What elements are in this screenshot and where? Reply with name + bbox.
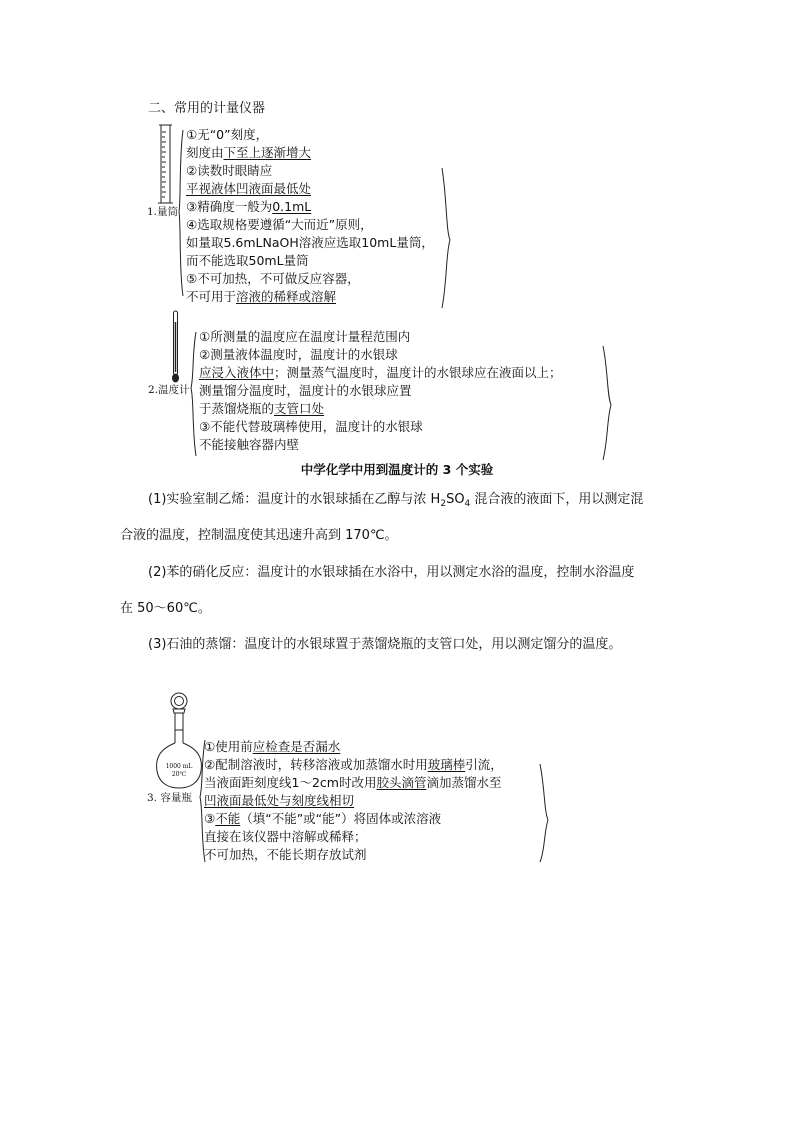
thermometer-notes: [199, 328, 562, 454]
experiment-1-line-2: 合液的温度，控制温度使其迅速升高到 170℃。: [120, 528, 398, 543]
thermometer-icon: [173, 311, 179, 382]
flask-volume-label: 1000 mL: [165, 763, 193, 770]
thermometer-note: 测量馏分温度时，温度计的水银球应置: [199, 383, 412, 398]
thermometer-note: 不能接触容器内壁: [199, 437, 300, 452]
experiment-2-line-2: 在 50～60℃。: [120, 601, 211, 616]
thermometer-note: 于蒸馏烧瓶的支管口处: [199, 401, 325, 416]
flask-temperature-label: 20℃: [171, 771, 187, 778]
cylinder-note: 不可用于溶液的稀释或溶解: [186, 289, 337, 304]
experiment-3: (3)石油的蒸馏：温度计的水银球置于蒸馏烧瓶的支管口处，用以测定馏分的温度。: [148, 637, 622, 652]
flask-notes: [204, 738, 503, 864]
flask-caption: 3. 容量瓶: [147, 792, 192, 804]
thermometer-note: 应浸入液体中；测量蒸气温度时，温度计的水银球应在液面以上；: [199, 365, 562, 380]
cylinder-note: ③精确度一般为0.1mL: [186, 199, 312, 214]
cylinder-caption: 1.量筒: [147, 206, 179, 218]
cylinder-note: 如量取5.6mLNaOH溶液应选取10mL量筒，: [186, 235, 434, 250]
thermometer-note: ②测量液体温度时，温度计的水银球: [199, 347, 398, 362]
cylinder-note: 而不能选取50mL量筒: [186, 253, 309, 268]
flask-note: 凹液面最低处与刻度线相切: [204, 793, 355, 808]
thermometer-note: ③不能代替玻璃棒使用，温度计的水银球: [199, 419, 423, 434]
thermometer-note: ①所测量的温度应在温度计量程范围内: [199, 329, 411, 344]
cylinder-notes: [186, 126, 434, 306]
flask-note: 直接在该仪器中溶解或稀释；: [204, 829, 367, 844]
cylinder-note: 刻度由下至上逐渐增大: [186, 145, 312, 160]
experiment-2-line-1: (2)苯的硝化反应：温度计的水银球插在水浴中，用以测定水浴的温度，控制水浴温度: [148, 565, 635, 580]
section-heading: 二、常用的计量仪器: [148, 101, 266, 116]
graduated-cylinder-icon: [158, 125, 173, 203]
flask-label: [158, 763, 200, 779]
flask-note: ②配制溶液时，转移溶液或加蒸馏水时用玻璃棒引流，: [204, 757, 503, 772]
experiments-title: 中学化学中用到温度计的 3 个实验: [300, 462, 494, 477]
cylinder-note: 平视液体凹液面最低处: [186, 181, 312, 196]
cylinder-note: ④选取规格要遵循“大而近”原则，: [186, 217, 373, 232]
flask-note: 当液面距刻度线1～2cm时改用胶头滴管滴加蒸馏水至: [204, 775, 502, 790]
cylinder-note: ⑤不可加热，不可做反应容器，: [186, 271, 360, 286]
cylinder-note: ①无“0”刻度，: [186, 127, 269, 142]
cylinder-note: ②读数时眼睛应: [186, 163, 273, 178]
flask-note: ③不能（填“不能”或“能”）将固体或浓溶液: [204, 811, 442, 826]
experiment-1-line-1: (1)实验室制乙烯：温度计的水银球插在乙醇与浓 $H_2SO_4$ 混合液的液面下，用以测定混: [148, 492, 644, 509]
flask-note: ①使用前应检查是否漏水: [204, 739, 341, 754]
thermometer-caption: 2.温度计: [148, 384, 190, 396]
flask-note: 不可加热，不能长期存放试剂: [204, 847, 367, 862]
